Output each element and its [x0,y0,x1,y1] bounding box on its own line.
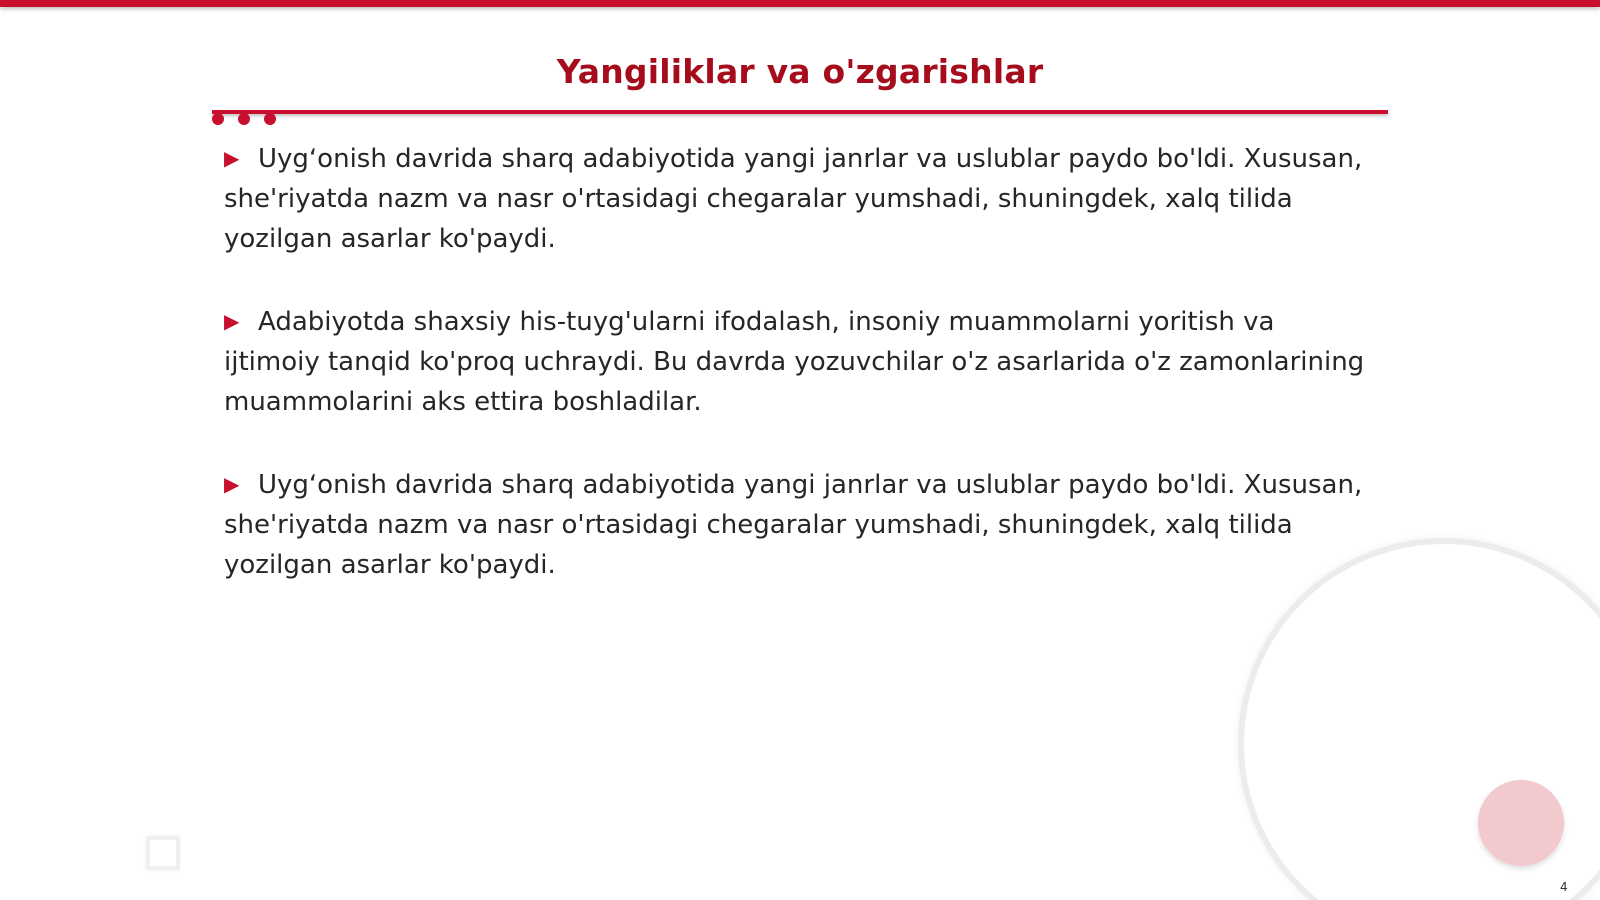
decor-square [146,836,180,870]
bullet-paragraph [224,464,1374,585]
paragraph-text: Uygʻonish davrida sharq adabiyotida yangi janrlar va uslublar paydo bo'ldi. Xususan, she'riyatda nazm va nasr o'rtasidagi chegaralar yumshadi, shuningdek, xalq tilida yozilgan asarlar ko'paydi. [224,144,1363,254]
triangle-right-icon: ▶ [224,472,240,496]
triangle-right-icon: ▶ [224,146,240,170]
paragraph-text: Adabiyotda shaxsiy his-tuyg'ularni ifodalash, insoniy muammolarni yoritish va ijtimoiy tanqid ko'proq uchraydi. Bu davrda yozuvchilar o'z asarlarida o'z zamonlarining muammolarini aks ettira boshladilar. [224,307,1365,417]
triangle-right-icon: ▶ [224,309,240,333]
slide-title: Yangiliklar va o'zgarishlar [556,52,1044,91]
title-underline [212,110,1388,114]
bullet-paragraph [224,138,1374,259]
bullet-paragraph [224,301,1374,422]
paragraph-text: Uygʻonish davrida sharq adabiyotida yangi janrlar va uslublar paydo bo'ldi. Xususan, she'riyatda nazm va nasr o'rtasidagi chegaralar yumshadi, shuningdek, xalq tilida yozilgan asarlar ko'paydi. [224,470,1363,580]
decor-pink-circle [1478,780,1564,866]
decor-dot [264,113,276,125]
decor-dot [238,113,250,125]
page-number: 4 [1560,880,1568,894]
top-accent-bar [0,0,1600,7]
slide-body [224,138,1374,627]
decor-dot [212,113,224,125]
